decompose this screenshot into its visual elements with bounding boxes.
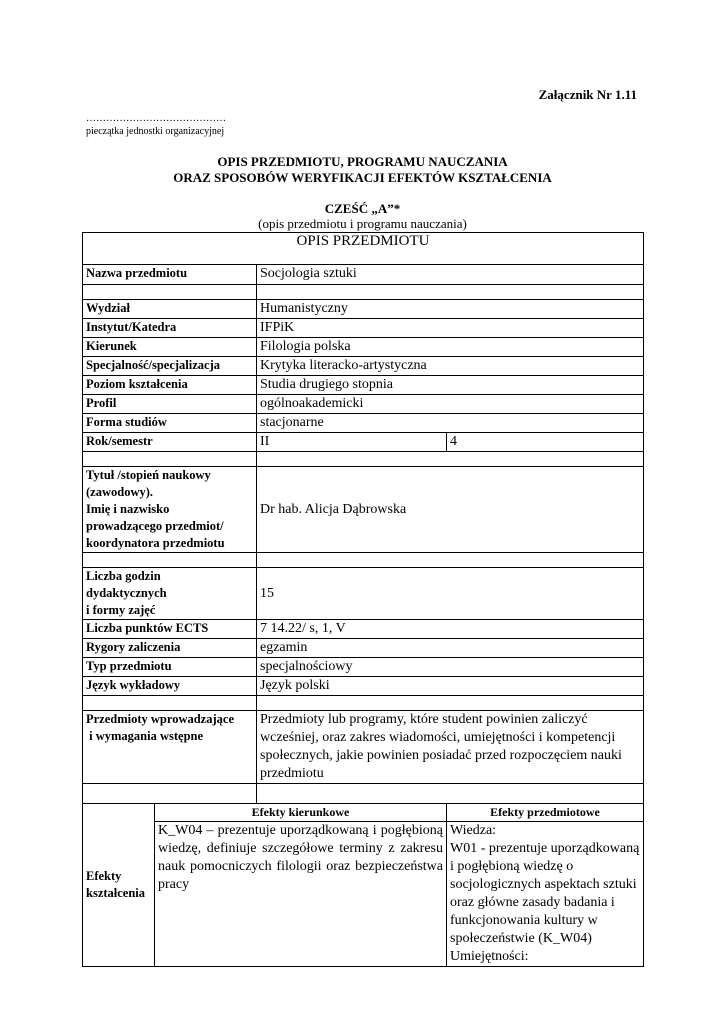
label-nazwa: Nazwa przedmiotu (83, 265, 257, 285)
label-jezyk: Język wykładowy (83, 677, 257, 696)
label-kierunek: Kierunek (83, 338, 257, 357)
label-instytut: Instytut/Katedra (83, 319, 257, 338)
doc-title-line1: OPIS PRZEDMIOTU, PROGRAMU NAUCZANIA (217, 154, 508, 169)
value-typ: specjalnościowy (257, 658, 644, 677)
value-instytut: IFPiK (257, 319, 644, 338)
value-ects: 7 14.22/ s, 1, V (257, 620, 644, 639)
value-rygory: egzamin (257, 639, 644, 658)
label-efekty: Efekty kształcenia (83, 804, 155, 967)
header-efekty-przedmiotowe: Efekty przedmiotowe (447, 804, 644, 822)
label-typ: Typ przedmiotu (83, 658, 257, 677)
part-title: CZEŚĆ „A”* (324, 201, 401, 216)
value-godziny: 15 (257, 568, 644, 620)
stamp-dots: …………………………………… (86, 113, 226, 124)
part-subtitle: (opis przedmiotu i programu nauczania) (258, 216, 467, 231)
value-rok: II (257, 433, 447, 452)
label-forma: Forma studiów (83, 414, 257, 433)
label-tytul: Tytuł /stopień naukowy (zawodowy). Imię i nazwisko prowadzącego przedmiot/ koordynatora przedmiotu (83, 467, 257, 553)
label-specjalnosc: Specjalność/specjalizacja (83, 357, 257, 376)
value-poziom: Studia drugiego stopnia (257, 376, 644, 395)
value-jezyk: Język polski (257, 677, 644, 696)
value-kierunek: Filologia polska (257, 338, 644, 357)
efekty-kierunkowe-text: K_W04 – prezentuje uporządkowaną i pogłębioną wiedzę, definiuje szczegółowe terminy z zakresu nauk pomocniczych filologii oraz bezpieczeństwa pracy (155, 822, 447, 967)
value-semestr: 4 (447, 433, 644, 452)
header-efekty-kierunkowe: Efekty kierunkowe (155, 804, 447, 822)
label-profil: Profil (83, 395, 257, 414)
doc-title-line2: ORAZ SPOSOBÓW WERYFIKACJI EFEKTÓW KSZTAŁCENIA (173, 170, 552, 185)
value-wprowadzajace: Przedmioty lub programy, które student powinien zaliczyć wcześniej, oraz zakres wiadomości, umiejętności i kompetencji społecznych, jakie powinien posiadać przed rozpoczęciem nauki przedmiotu (257, 711, 644, 784)
value-wydzial: Humanistyczny (257, 300, 644, 319)
attachment-number: Załącznik Nr 1.11 (538, 87, 637, 102)
label-wprowadzajace: Przedmioty wprowadzające i wymagania wstępne (83, 711, 257, 784)
label-ects: Liczba punktów ECTS (83, 620, 257, 639)
value-tytul: Dr hab. Alicja Dąbrowska (257, 467, 644, 553)
efekty-przedmiotowe-text: Wiedza: W01 - prezentuje uporządkowaną i pogłębioną wiedzę o socjologicznych aspektach sztuki oraz główne zasady badania i funkcjonowania kultury w społeczeństwie (K_W04) Umiejętności: (447, 822, 644, 967)
label-rygory: Rygory zaliczenia (83, 639, 257, 658)
value-nazwa: Socjologia sztuki (257, 265, 644, 285)
label-wydzial: Wydział (83, 300, 257, 319)
course-description-table (82, 232, 644, 967)
stamp-label: pieczątka jednostki organizacyjnej (86, 126, 225, 137)
label-rok: Rok/semestr (83, 433, 257, 452)
value-profil: ogólnoakademicki (257, 395, 644, 414)
section-header: OPIS PRZEDMIOTU (83, 233, 644, 265)
value-forma: stacjonarne (257, 414, 644, 433)
label-godziny: Liczba godzin dydaktycznych i formy zajęć (83, 568, 257, 620)
label-poziom: Poziom kształcenia (83, 376, 257, 395)
value-specjalnosc: Krytyka literacko-artystyczna (257, 357, 644, 376)
